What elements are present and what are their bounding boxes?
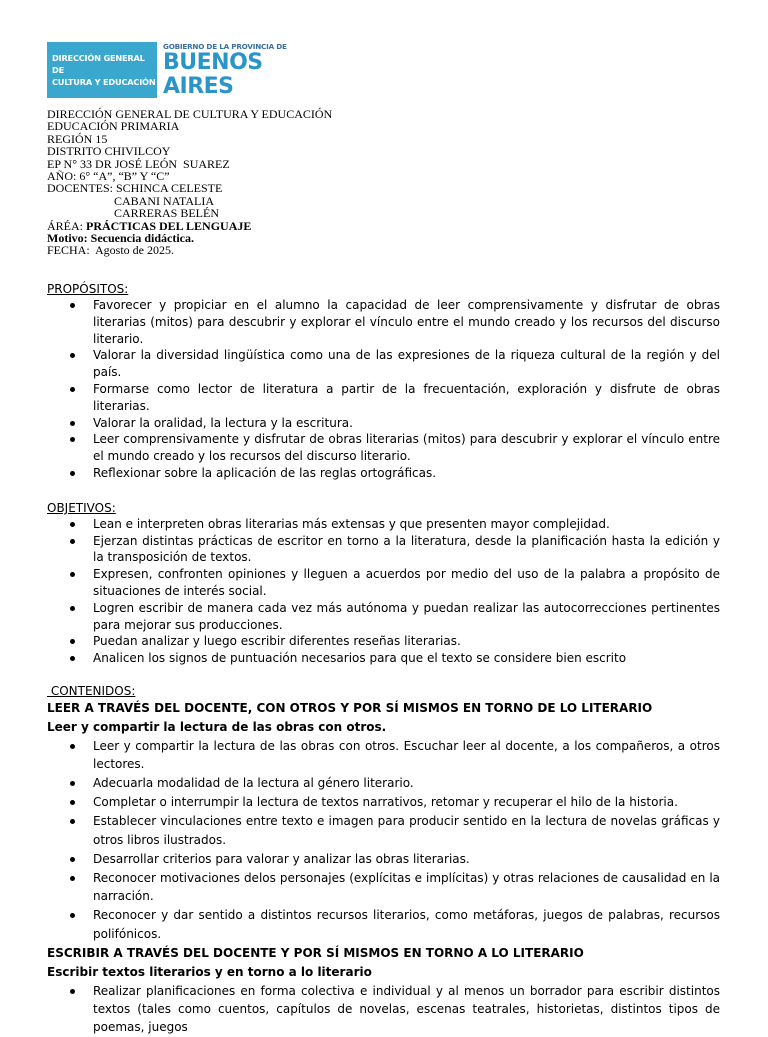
dgce-line2: CULTURA Y EDUCACIÓN — [52, 77, 156, 87]
section2-subtitle: Escribir textos literarios y en torno a lo literario — [47, 964, 372, 979]
list-item: Expresen, confronten opiniones y lleguen a acuerdos por medio del uso de la palabra a propósito de situaciones de interés social. — [47, 566, 720, 600]
section1-title: LEER A TRAVÉS DEL DOCENTE, CON OTROS Y POR SÍ MISMOS EN TORNO DE LO LITERARIO — [47, 700, 653, 715]
fecha-line: FECHA: Agosto de 2025. — [47, 243, 175, 258]
buenos-aires-text: BUENOS AIRES — [163, 49, 263, 99]
list-item: Desarrollar criterios para valorar y analizar las obras literarias. — [47, 850, 720, 868]
section1-subtitle: Leer y compartir la lectura de las obras con otros. — [47, 719, 387, 734]
list-item: Valorar la diversidad lingüística como una de las expresiones de la riqueza cultural de la región y del país. — [47, 347, 720, 381]
list-item: Lean e interpreten obras literarias más extensas y que presenten mayor complejidad. — [47, 516, 720, 533]
docente-name: CARRERAS BELÉN — [114, 206, 220, 221]
list-item: Valorar la oralidad, la lectura y la escritura. — [47, 415, 720, 432]
buenos-aires-logo — [157, 42, 293, 98]
propositos-title: PROPÓSITOS: — [47, 282, 129, 296]
objetivos-list — [47, 516, 720, 667]
motivo-line: Motivo: Secuencia didáctica. — [47, 231, 194, 246]
list-item: Formarse como lector de literatura a partir de la frecuentación, exploración y disfrute de obras literarias. — [47, 381, 720, 415]
docente-name: CABANI NATALIA — [114, 193, 215, 208]
list-item: Establecer vinculaciones entre texto e imagen para producir sentido en la lectura de novelas gráficas y otros libros ilustrados. — [47, 812, 720, 849]
section2-list — [47, 982, 720, 1037]
header-line: AÑO: 6° “A”, “B” Y “C” — [47, 169, 170, 184]
list-item: Leer comprensivamente y disfrutar de obras literarias (mitos) para descubrir y explorar el vínculo entre el mundo creado y los recursos del discurso literario. — [47, 431, 720, 465]
header-line: DISTRITO CHIVILCOY — [47, 144, 171, 159]
gobierno-text: GOBIERNO DE LA PROVINCIA DE — [163, 41, 287, 51]
section2-title: ESCRIBIR A TRAVÉS DEL DOCENTE Y POR SÍ MISMOS EN TORNO A LO LITERARIO — [47, 945, 584, 960]
list-item: Reflexionar sobre la aplicación de las reglas ortográficas. — [47, 465, 720, 482]
list-item: Puedan analizar y luego escribir diferentes reseñas literarias. — [47, 633, 720, 650]
area-value: PRÁCTICAS DEL LENGUAJE — [86, 218, 252, 233]
docentes-line: DOCENTES: SCHINCA CELESTE — [47, 181, 223, 196]
header-line: DIRECCIÓN GENERAL DE CULTURA Y EDUCACIÓN — [47, 107, 333, 121]
institution-logo — [47, 42, 293, 98]
contenidos-title: CONTENIDOS: — [47, 683, 136, 698]
area-label: ÁRÉA: — [47, 218, 86, 233]
list-item: Realizar planificaciones en forma colectiva e individual y al menos un borrador para escribir distintos textos (tales como cuentos, capítulos de novelas, escenas teatrales, historietas, distintos tipos de poemas, juegos — [47, 982, 720, 1037]
section1-list — [47, 737, 720, 943]
header-line: EDUCACIÓN PRIMARIA — [47, 119, 180, 134]
list-item: Completar o interrumpir la lectura de textos narrativos, retomar y recuperar el hilo de la historia. — [47, 793, 720, 811]
list-item: Favorecer y propiciar en el alumno la capacidad de leer comprensivamente y disfrutar de obras literarias (mitos) para descubrir y explorar el vínculo entre el mundo creado y los recursos del discurso literario. — [47, 297, 720, 347]
list-item: Reconocer y dar sentido a distintos recursos literarios, como metáforas, juegos de palabras, recursos polifónicos. — [47, 906, 720, 943]
list-item: Leer y compartir la lectura de las obras con otros. Escuchar leer al docente, a los compañeros, a otros lectores. — [47, 737, 720, 774]
document-header — [47, 108, 332, 257]
header-line: REGIÓN 15 — [47, 131, 108, 146]
list-item: Reconocer motivaciones delos personajes (explícitas e implícitas) y otras relaciones de causalidad en la narración. — [47, 869, 720, 906]
list-item: Adecuarla modalidad de la lectura al género literario. — [47, 774, 720, 792]
header-line: EP N° 33 DR JOSÉ LEÓN SUAREZ — [47, 156, 230, 171]
dgce-logo — [47, 42, 157, 98]
propositos-list — [47, 297, 720, 482]
dgce-line1: DIRECCIÓN GENERAL DE — [52, 53, 145, 75]
list-item: Logren escribir de manera cada vez más autónoma y puedan realizar las autocorrecciones pertinentes para mejorar sus producciones. — [47, 600, 720, 634]
list-item: Analicen los signos de puntuación necesarios para que el texto se considere bien escrito — [47, 650, 720, 667]
list-item: Ejerzan distintas prácticas de escritor en torno a la literatura, desde la planificación hasta la edición y la transposición de textos. — [47, 533, 720, 567]
document-body — [47, 281, 720, 1037]
objetivos-title: OBJETIVOS: — [47, 500, 116, 515]
